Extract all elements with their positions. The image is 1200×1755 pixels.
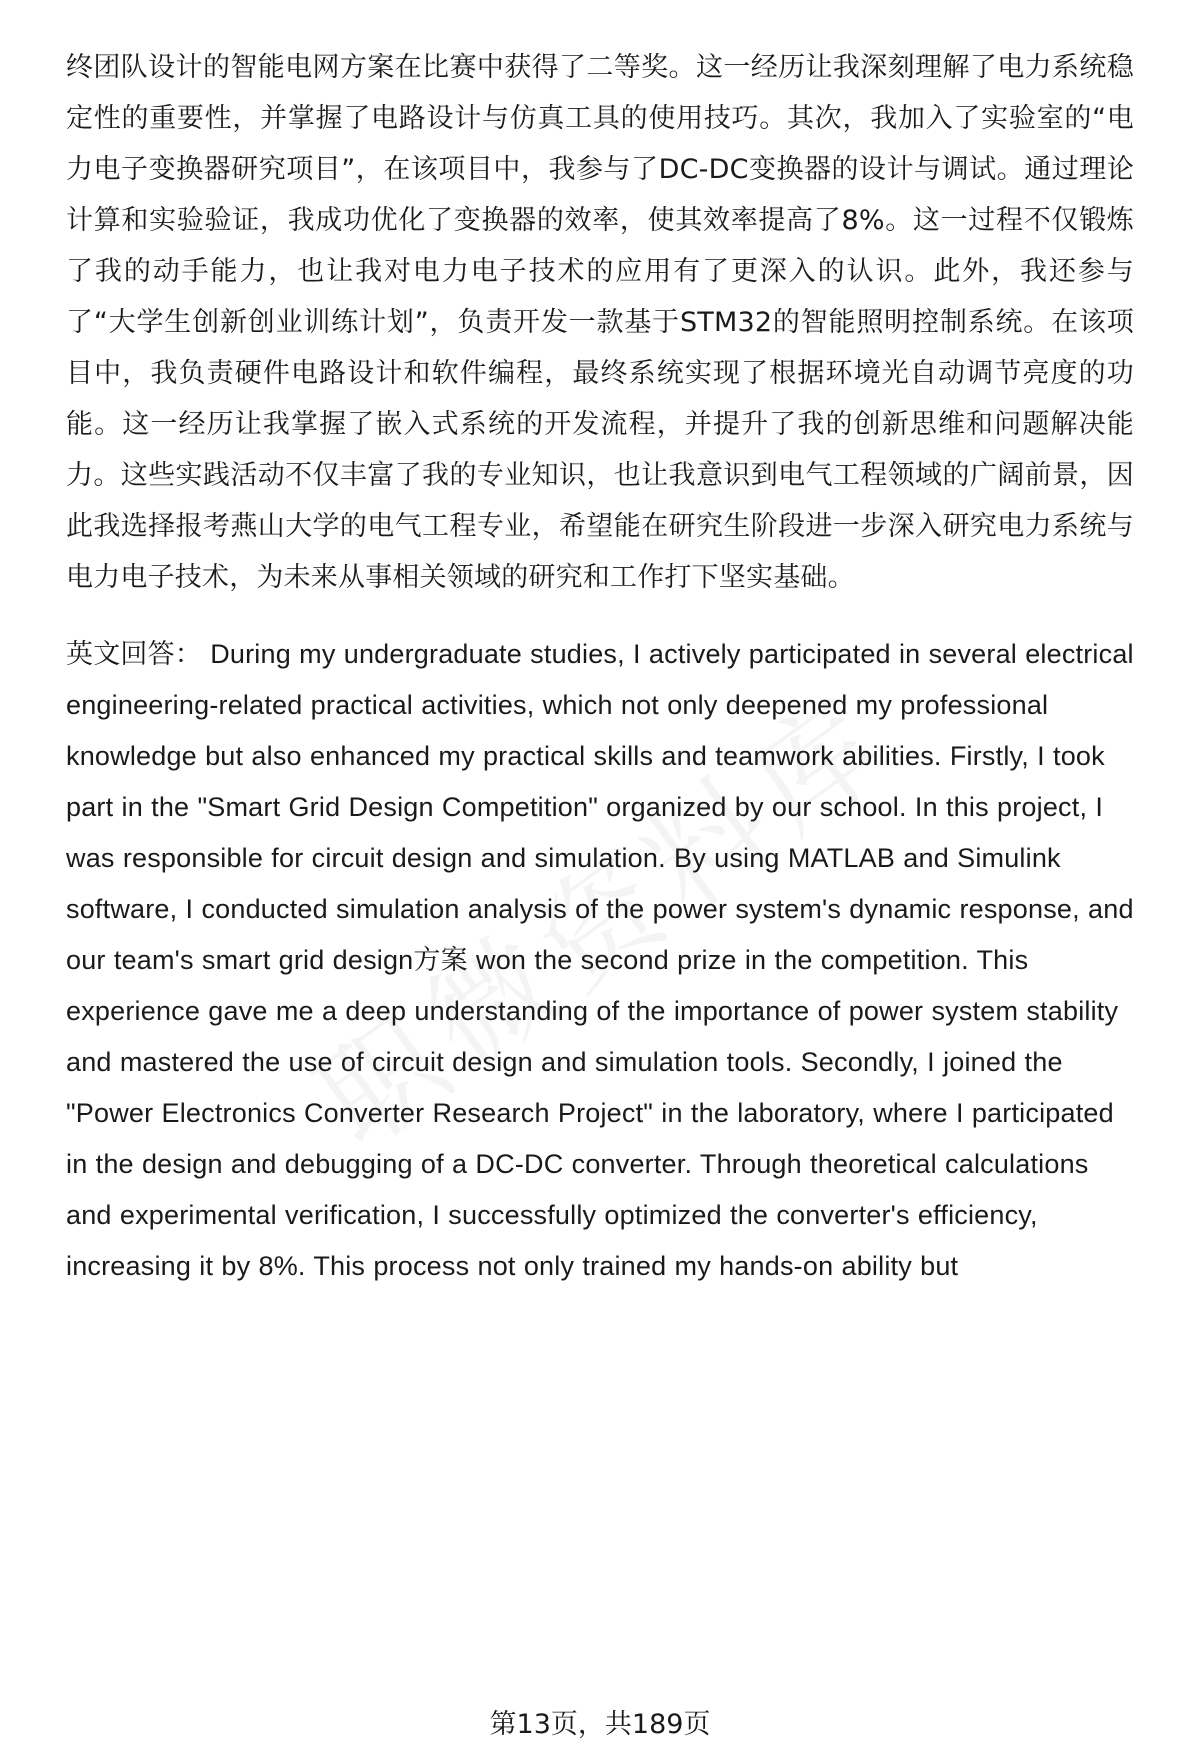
page-footer: 第13页，共189页: [489, 1709, 711, 1740]
paragraph-english-answer: 英文回答： During my undergraduate studies, I actively participated in several electrical engineering-related practical activities, which not only deepened my professional knowledge but also enhanced my practical skills and teamwork abilities. Firstly, I took part in the "Smart Grid Design Competition" organized by our school. In this project, I was responsible for circuit design and simulation. By using MATLAB and Simulink software, I conducted simulation analysis of the power system's dynamic response, and our team's smart grid design方案 won the second prize in the competition. This experience gave me a deep understanding of the importance of power system stability and mastered the use of circuit design and simulation tools. Secondly, I joined the "Power Electronics Converter Research Project" in the laboratory, where I participated in the design and debugging of a DC-DC converter. Through theoretical calculations and experimental verification, I successfully optimized the converter's efficiency, increasing it by 8%. This process not only trained my hands-on ability but: [66, 639, 1134, 1281]
page-content: [66, 42, 1134, 1292]
paragraph-chinese-answer: 终团队设计的智能电网方案在比赛中获得了二等奖。这一经历让我深刻理解了电力系统稳定性的重要性，并掌握了电路设计与仿真工具的使用技巧。其次，我加入了实验室的“电力电子变换器研究项目”，在该项目中，我参与了DC-DC变换器的设计与调试。通过理论计算和实验验证，我成功优化了变换器的效率，使其效率提高了8%。这一过程不仅锻炼了我的动手能力，也让我对电力电子技术的应用有了更深入的认识。此外，我还参与了“大学生创新创业训练计划”，负责开发一款基于STM32的智能照明控制系统。在该项目中，我负责硬件电路设计和软件编程，最终系统实现了根据环境光自动调节亮度的功能。这一经历让我掌握了嵌入式系统的开发流程，并提升了我的创新思维和问题解决能力。这些实践活动不仅丰富了我的专业知识，也让我意识到电气工程领域的广阔前景，因此我选择报考燕山大学的电气工程专业，希望能在研究生阶段进一步深入研究电力系统与电力电子技术，为未来从事相关领域的研究和工作打下坚实基础。: [66, 52, 1134, 593]
